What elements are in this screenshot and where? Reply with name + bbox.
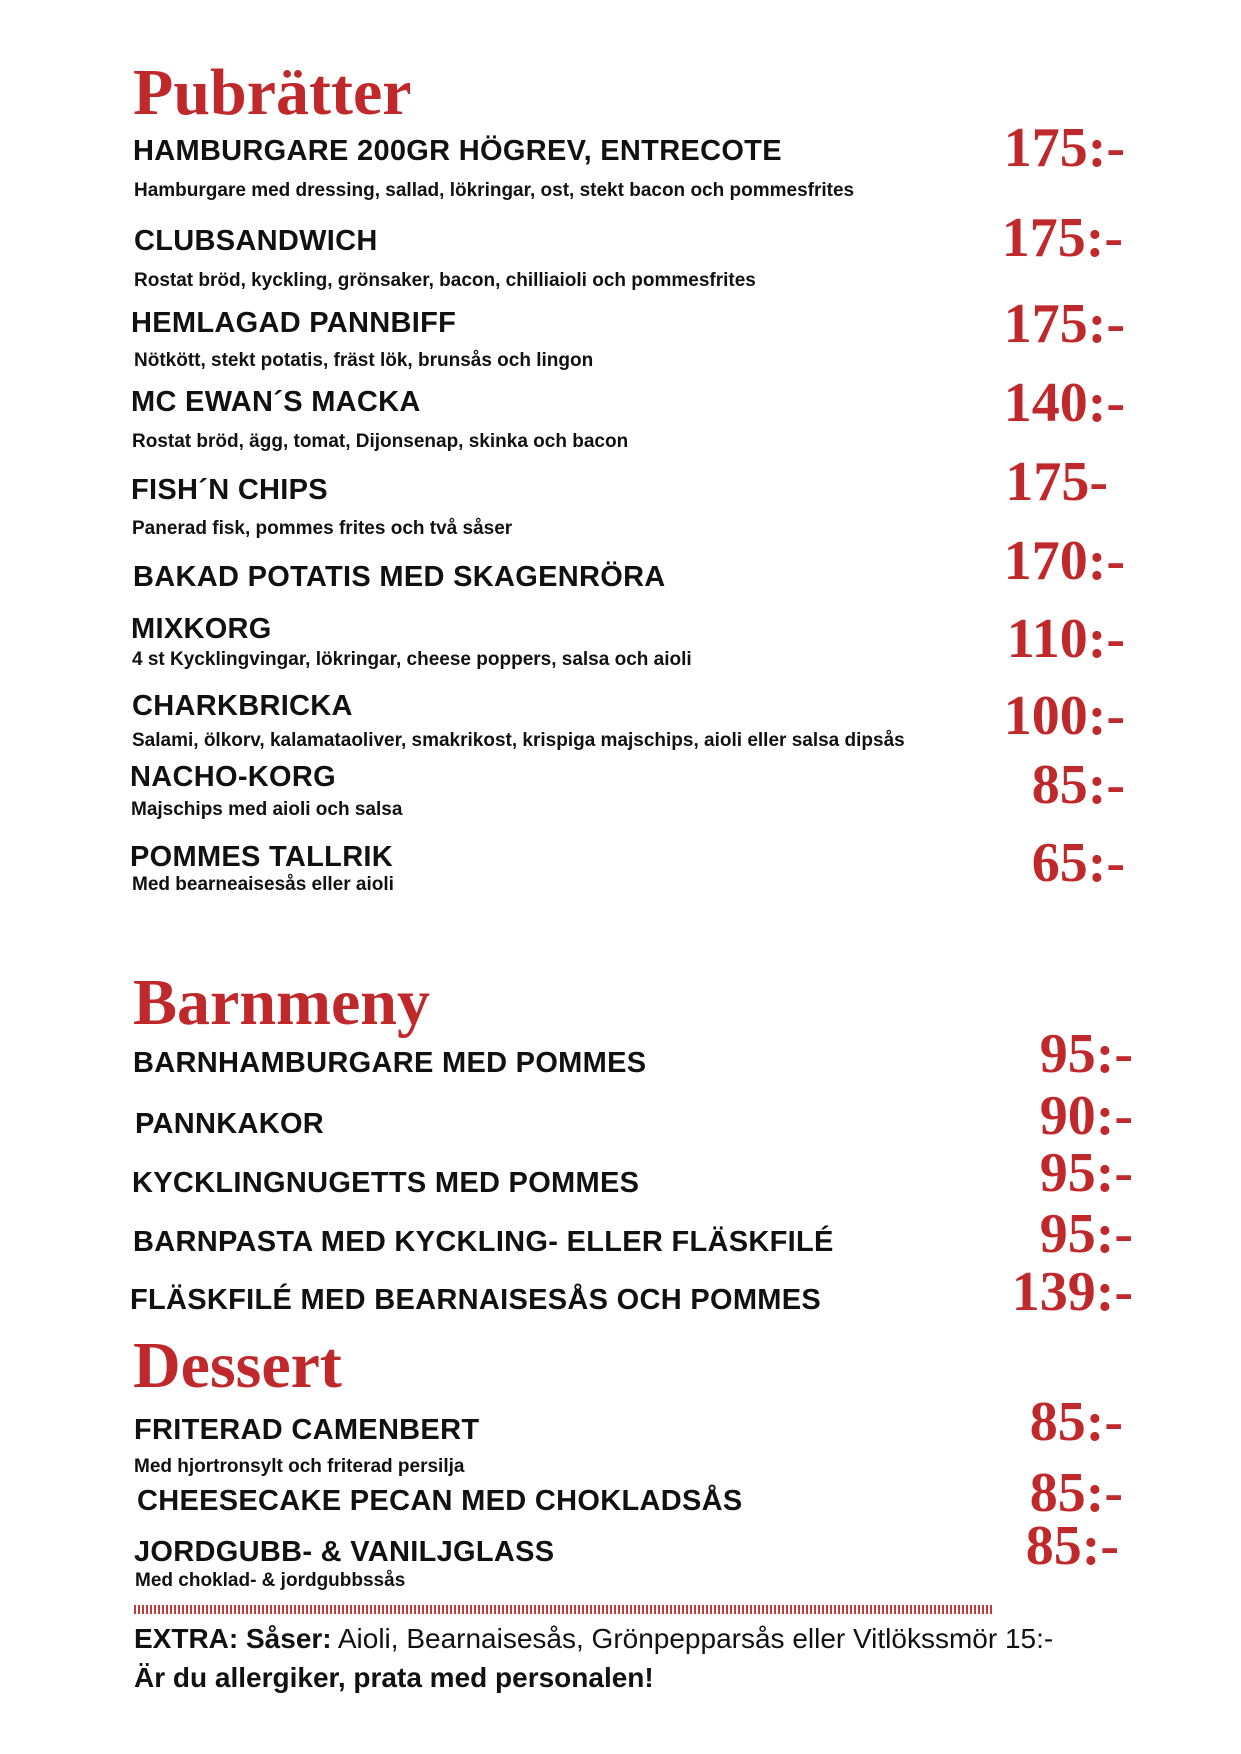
item-description: Panerad fisk, pommes frites och två såser <box>132 518 513 539</box>
item-price: 95:- <box>1039 1142 1133 1204</box>
item-name: FRITERAD CAMENBERT <box>134 1414 480 1446</box>
item-name: HEMLAGAD PANNBIFF <box>131 307 457 339</box>
item-name: JORDGUBB- & VANILJGLASS <box>134 1536 555 1568</box>
item-price: 140:- <box>1003 372 1125 434</box>
item-price: 175:- <box>1001 207 1123 269</box>
item-name: POMMES TALLRIK <box>130 841 394 873</box>
item-description: Med choklad- & jordgubbssås <box>135 1570 406 1591</box>
item-name: PANNKAKOR <box>135 1108 325 1140</box>
item-price: 139:- <box>1011 1261 1133 1323</box>
item-price: 65:- <box>1031 832 1125 894</box>
dotted-divider <box>134 1605 994 1614</box>
item-name: MIXKORG <box>131 613 272 645</box>
item-price: 90:- <box>1039 1085 1133 1147</box>
item-name: NACHO-KORG <box>130 761 336 793</box>
item-price: 170:- <box>1003 530 1125 592</box>
item-price: 175:- <box>1003 293 1125 355</box>
item-price: 85:- <box>1029 1462 1123 1524</box>
section-title-pubratter: Pubrätter <box>133 56 412 129</box>
item-name: KYCKLINGNUGETTS MED POMMES <box>132 1167 640 1199</box>
item-name: CHEESECAKE PECAN MED CHOKLADSÅS <box>137 1485 743 1517</box>
item-description: Hamburgare med dressing, sallad, lökringar, ost, stekt bacon och pommesfrites <box>134 180 855 201</box>
item-description: Nötkött, stekt potatis, fräst lök, brunsås och lingon <box>134 350 594 371</box>
item-description: Majschips med aioli och salsa <box>131 799 403 820</box>
item-price: 85:- <box>1029 1391 1123 1453</box>
item-name: CHARKBRICKA <box>132 690 353 722</box>
item-price: 95:- <box>1039 1203 1133 1265</box>
extra-sauces-note <box>134 1625 1053 1653</box>
item-name: BARNPASTA MED KYCKLING- ELLER FLÄSKFILÉ <box>133 1226 834 1258</box>
section-title-barnmeny: Barnmeny <box>133 966 430 1039</box>
extra-label: EXTRA: Såser: <box>134 1623 332 1654</box>
item-description: Rostat bröd, ägg, tomat, Dijonsenap, skinka och bacon <box>132 431 629 452</box>
item-price: 85:- <box>1031 754 1125 816</box>
item-name: CLUBSANDWICH <box>134 225 378 257</box>
item-name: HAMBURGARE 200GR HÖGREV, ENTRECOTE <box>133 135 782 167</box>
item-price: 175- <box>1005 451 1108 513</box>
item-description: 4 st Kycklingvingar, lökringar, cheese poppers, salsa och aioli <box>132 649 692 670</box>
item-description: Med hjortronsylt och friterad persilja <box>134 1456 465 1477</box>
item-name: BARNHAMBURGARE MED POMMES <box>133 1047 647 1079</box>
item-price: 100:- <box>1003 685 1125 747</box>
item-price: 85:- <box>1025 1515 1119 1577</box>
item-name: FLÄSKFILÉ MED BEARNAISESÅS OCH POMMES <box>130 1284 822 1316</box>
extra-text: Aioli, Bearnaisesås, Grönpepparsås eller Vitlökssmör 15:- <box>331 1623 1054 1654</box>
item-price: 110:- <box>1006 608 1125 670</box>
item-name: FISH´N CHIPS <box>131 474 328 506</box>
allergy-note: Är du allergiker, prata med personalen! <box>134 1662 654 1693</box>
item-name: BAKAD POTATIS MED SKAGENRÖRA <box>133 561 666 593</box>
item-description: Salami, ölkorv, kalamataoliver, smakrikost, krispiga majschips, aioli eller salsa dipsås <box>132 730 905 751</box>
item-price: 175:- <box>1003 117 1125 179</box>
item-name: MC EWAN´S MACKA <box>131 386 421 418</box>
section-title-dessert: Dessert <box>133 1329 342 1402</box>
item-description: Rostat bröd, kyckling, grönsaker, bacon, chilliaioli och pommesfrites <box>134 270 756 291</box>
item-price: 95:- <box>1039 1023 1133 1085</box>
item-description: Med bearneaisesås eller aioli <box>132 874 394 895</box>
